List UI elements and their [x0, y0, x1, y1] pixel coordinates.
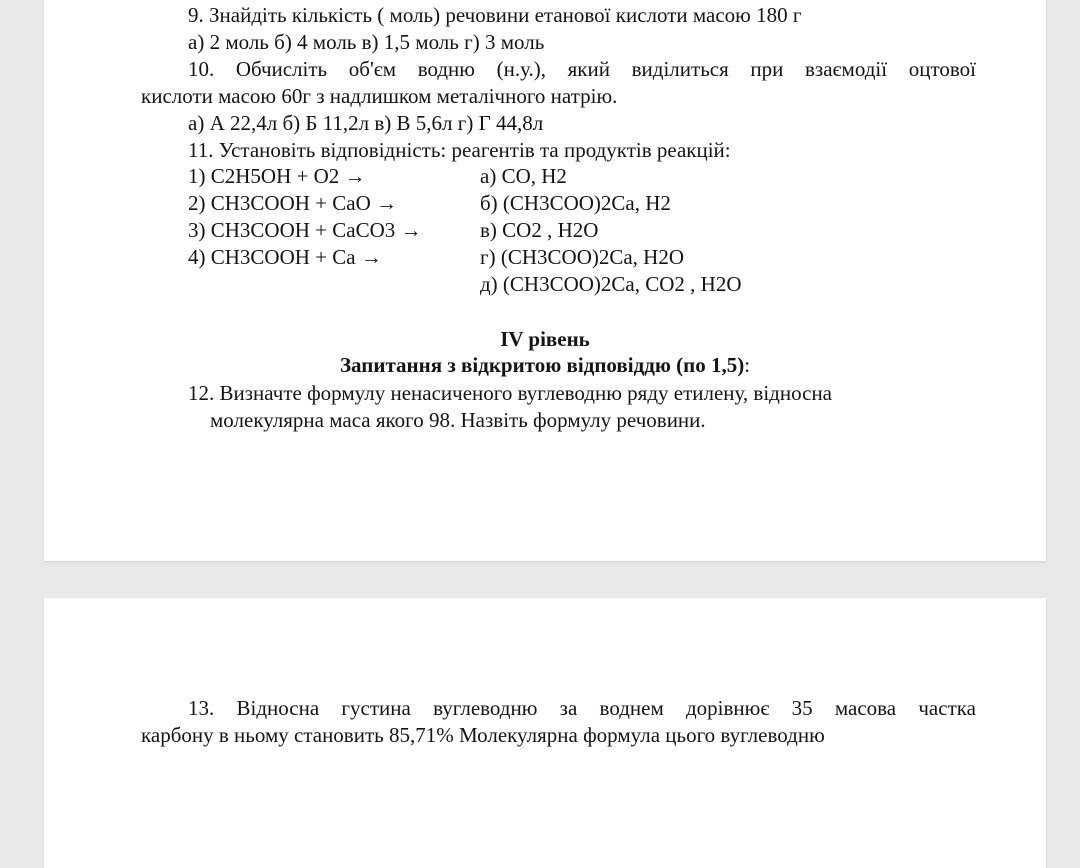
product-v: в) CO2 , H2O	[480, 218, 599, 242]
product-d: д) (CH3COO)2Ca, CO2 , H2O	[480, 272, 742, 296]
level-heading: IV рівень	[500, 327, 590, 351]
word: Відносна	[236, 696, 320, 720]
word: взаємодії	[805, 57, 888, 81]
word: частка	[918, 696, 976, 720]
word: за	[559, 696, 578, 720]
level-subheading-text: Запитання з відкритою відповіддю (по 1,5)	[339, 353, 745, 377]
reagent-3: 3) CH3COOH + CaCO3 →	[188, 218, 422, 242]
word: 10.	[188, 57, 215, 81]
question-10-options: а) А 22,4л б) Б 11,2л в) В 5,6л г) Г 44,8л	[188, 111, 544, 135]
word: (н.у.),	[496, 57, 546, 81]
word: виділиться	[631, 57, 729, 81]
word: воднем	[599, 696, 664, 720]
question-13-line-1	[188, 695, 976, 721]
question-12-line-2: молекулярна маса якого 98. Назвіть формулу речовини.	[210, 408, 706, 432]
document-page-2	[44, 598, 1046, 868]
word: 35	[791, 696, 813, 720]
word: який	[567, 57, 610, 81]
word: вуглеводню	[433, 696, 538, 720]
document-page-1	[44, 0, 1046, 561]
word: водню	[417, 57, 475, 81]
question-13-line-2: карбону в ньому становить 85,71% Молекулярна формула цього вуглеводню	[141, 723, 825, 747]
question-9-text: 9. Знайдіть кількість ( моль) речовини етанової кислоти масою 180 г	[188, 3, 802, 27]
product-b: б) (CH3COO)2Ca, H2	[480, 191, 671, 215]
word: масова	[834, 696, 897, 720]
reagent-1: 1) C2H5OH + O2 →	[188, 164, 366, 188]
question-9-options: а) 2 моль б) 4 моль в) 1,5 моль г) 3 моль	[188, 30, 545, 54]
word: Обчисліть	[235, 57, 328, 81]
question-11-title: 11. Установіть відповідність: реагентів та продуктів реакцій:	[188, 138, 731, 162]
word: при	[750, 57, 784, 81]
question-10-line-1	[188, 56, 976, 82]
reagent-2: 2) CH3COOH + CaO →	[188, 191, 398, 215]
word: 13.	[188, 696, 215, 720]
reagent-4: 4) CH3COOH + Ca →	[188, 245, 382, 269]
question-12-line-1: 12. Визначте формулу ненасиченого вуглеводню ряду етилену, відносна	[188, 381, 833, 405]
level-subheading	[44, 352, 1046, 378]
word: густина	[341, 696, 411, 720]
question-10-line-2: кислоти масою 60г з надлишком металічного натрію.	[141, 84, 618, 108]
product-g: г) (CH3COO)2Ca, H2O	[480, 245, 685, 269]
level-subheading-colon: :	[744, 353, 751, 377]
word: об'єм	[348, 57, 397, 81]
product-a: а) CO, H2	[480, 164, 567, 188]
word: дорівнює	[686, 696, 770, 720]
word: оцтової	[908, 57, 976, 81]
